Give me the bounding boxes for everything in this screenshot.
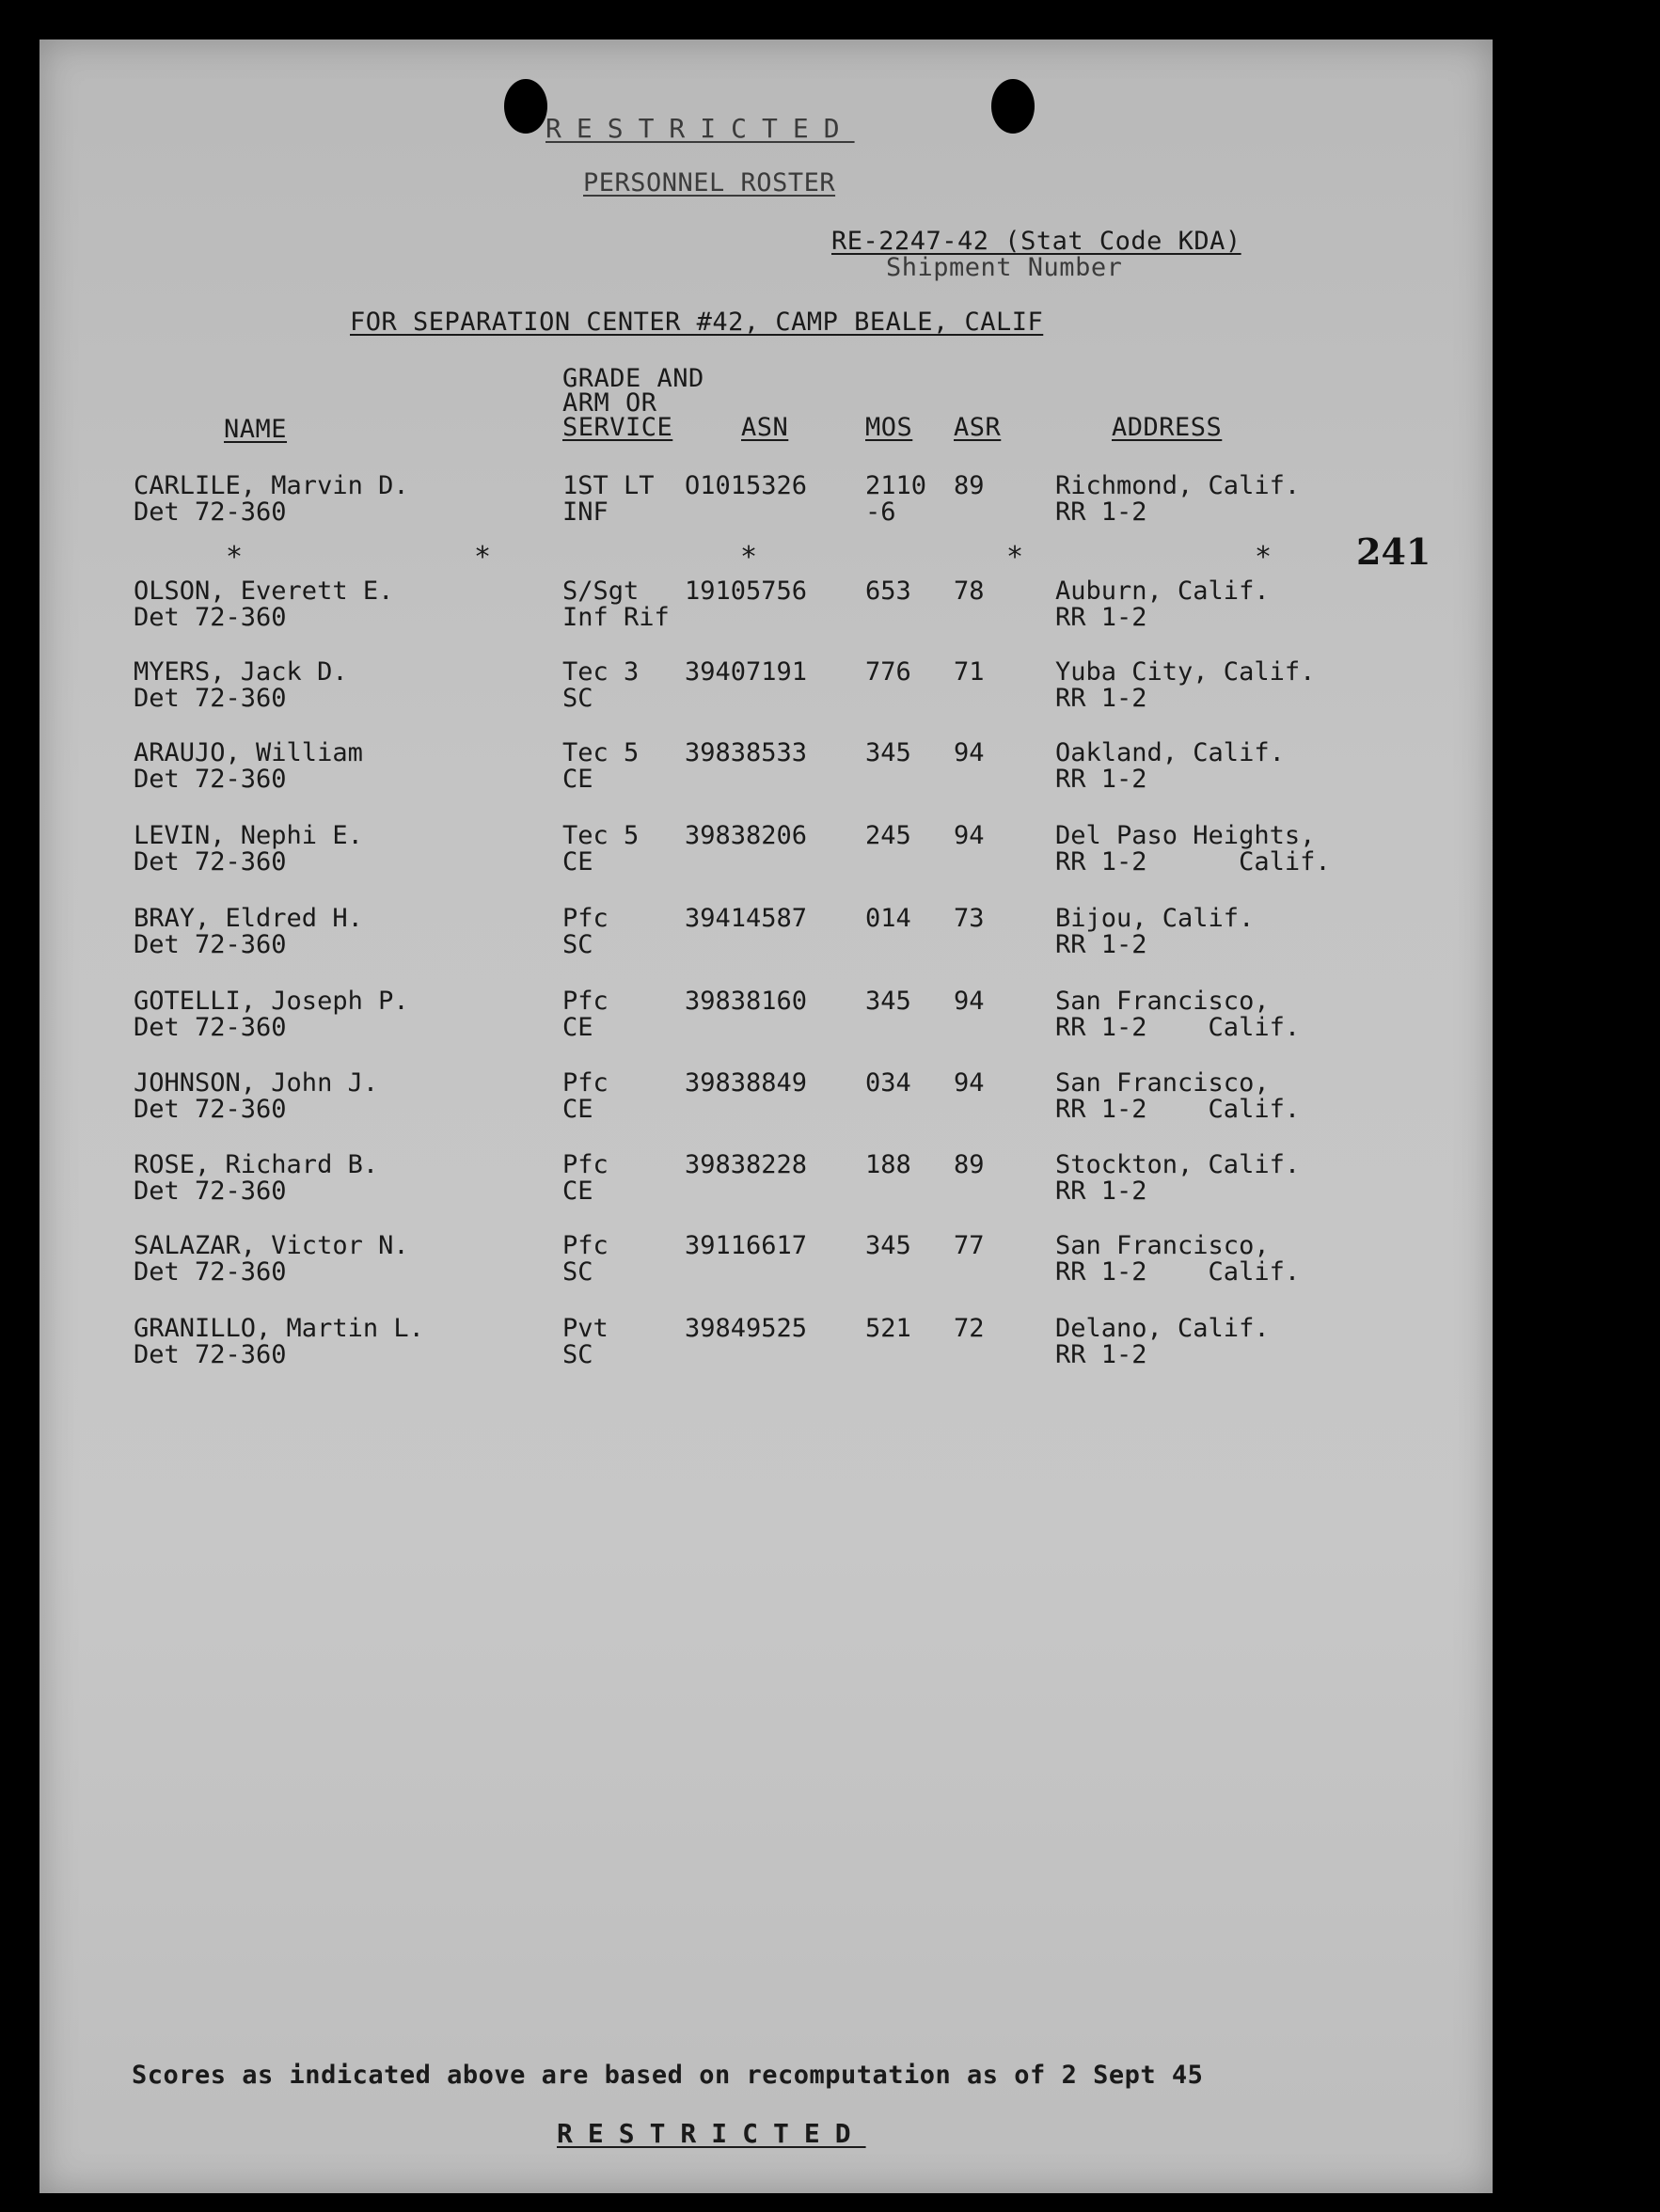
detachment: Det 72-360	[134, 498, 287, 527]
table-row	[40, 577, 1493, 634]
shipment-code: RE-2247-42 (Stat Code KDA)	[831, 227, 1241, 256]
detachment: Det 72-360	[134, 1257, 287, 1287]
separator-star: *	[226, 541, 244, 574]
grade: Tec 5	[562, 738, 640, 767]
shipment-label: Shipment Number	[886, 253, 1123, 282]
asn: 39838533	[685, 738, 808, 767]
mos: 188	[865, 1150, 911, 1179]
mos: 034	[865, 1068, 911, 1098]
person-name: LEVIN, Nephi E.	[134, 821, 363, 850]
asr-score: 94	[954, 1068, 985, 1098]
address-line2: RR 1-2 Calif.	[1055, 1013, 1301, 1042]
address-line2: RR 1-2	[1055, 684, 1147, 713]
arm-or-service: SC	[562, 684, 593, 713]
roster-title: PERSONNEL ROSTER	[583, 168, 836, 198]
page-number: 241	[1356, 530, 1431, 573]
table-row	[40, 1315, 1493, 1371]
arm-or-service: SC	[562, 1257, 593, 1287]
classification-bottom: RESTRICTED	[557, 2118, 866, 2149]
punch-hole-left	[504, 79, 547, 134]
address-line2: RR 1-2	[1055, 1340, 1147, 1369]
table-row	[40, 988, 1493, 1044]
detachment: Det 72-360	[134, 1340, 287, 1369]
arm-or-service: Inf Rif	[562, 603, 670, 632]
person-name: GOTELLI, Joseph P.	[134, 987, 409, 1016]
grade: Pfc	[562, 1150, 609, 1179]
grade: Pfc	[562, 1231, 609, 1260]
table-row	[40, 905, 1493, 961]
address-line1: San Francisco,	[1055, 1231, 1270, 1260]
asn: O1015326	[685, 471, 808, 500]
asr-score: 77	[954, 1231, 985, 1260]
address-line1: San Francisco,	[1055, 987, 1270, 1016]
grade: Tec 5	[562, 821, 640, 850]
address-line2: RR 1-2 Calif.	[1055, 1095, 1301, 1124]
column-address: ADDRESS	[1112, 413, 1223, 442]
table-row	[40, 822, 1493, 878]
grade: Pvt	[562, 1314, 609, 1343]
footer-note: Scores as indicated above are based on recomputation as of 2 Sept 45	[132, 2061, 1204, 2090]
table-row	[40, 1151, 1493, 1208]
address-line1: Richmond, Calif.	[1055, 471, 1301, 500]
separator-star: *	[1006, 541, 1024, 574]
address-line1: Yuba City, Calif.	[1055, 657, 1316, 687]
destination-heading: FOR SEPARATION CENTER #42, CAMP BEALE, CALIF	[350, 308, 1044, 337]
asr-score: 89	[954, 1150, 985, 1179]
person-name: JOHNSON, John J.	[134, 1068, 379, 1098]
person-name: OLSON, Everett E.	[134, 577, 394, 606]
column-asn: ASN	[741, 413, 789, 442]
detachment: Det 72-360	[134, 1177, 287, 1206]
address-line2: RR 1-2	[1055, 498, 1147, 527]
arm-or-service: SC	[562, 1340, 593, 1369]
address-line1: Stockton, Calif.	[1055, 1150, 1301, 1179]
asn: 39838160	[685, 987, 808, 1016]
asn: 39849525	[685, 1314, 808, 1343]
classification-top: RESTRICTED	[545, 113, 855, 144]
mos-suffix: -6	[865, 498, 896, 527]
asn: 39838849	[685, 1068, 808, 1098]
table-row	[40, 1069, 1493, 1126]
grade: S/Sgt	[562, 577, 640, 606]
table-row	[40, 472, 1493, 529]
detachment: Det 72-360	[134, 765, 287, 794]
arm-or-service: CE	[562, 765, 593, 794]
mos: 345	[865, 1231, 911, 1260]
arm-or-service: CE	[562, 847, 593, 877]
mos: 014	[865, 904, 911, 933]
asn: 39838206	[685, 821, 808, 850]
asr-score: 89	[954, 471, 985, 500]
address-line2: RR 1-2 Calif.	[1055, 1257, 1301, 1287]
roster-page	[40, 40, 1493, 2193]
column-mos: MOS	[865, 413, 913, 442]
address-line1: San Francisco,	[1055, 1068, 1270, 1098]
arm-or-service: INF	[562, 498, 609, 527]
column-name: NAME	[224, 415, 288, 444]
address-line1: Bijou, Calif.	[1055, 904, 1255, 933]
detachment: Det 72-360	[134, 1095, 287, 1124]
arm-or-service: SC	[562, 930, 593, 959]
asn: 19105756	[685, 577, 808, 606]
mos: 345	[865, 987, 911, 1016]
separator-star: *	[474, 541, 492, 574]
address-line2: RR 1-2	[1055, 930, 1147, 959]
asr-score: 71	[954, 657, 985, 687]
asr-score: 72	[954, 1314, 985, 1343]
address-line1: Oakland, Calif.	[1055, 738, 1285, 767]
asn: 39116617	[685, 1231, 808, 1260]
column-asr: ASR	[954, 413, 1002, 442]
person-name: GRANILLO, Martin L.	[134, 1314, 424, 1343]
arm-or-service: CE	[562, 1095, 593, 1124]
grade: Pfc	[562, 987, 609, 1016]
grade: 1ST LT	[562, 471, 655, 500]
address-line2: RR 1-2	[1055, 603, 1147, 632]
asn: 39838228	[685, 1150, 808, 1179]
grade: Pfc	[562, 904, 609, 933]
arm-or-service: CE	[562, 1177, 593, 1206]
address-line1: Auburn, Calif.	[1055, 577, 1270, 606]
asn: 39414587	[685, 904, 808, 933]
punch-hole-right	[991, 79, 1035, 134]
asr-score: 94	[954, 738, 985, 767]
mos: 521	[865, 1314, 911, 1343]
person-name: SALAZAR, Victor N.	[134, 1231, 409, 1260]
detachment: Det 72-360	[134, 603, 287, 632]
column-grade-line3: SERVICE	[562, 413, 673, 442]
table-row	[40, 658, 1493, 715]
separator-star: *	[740, 541, 758, 574]
grade: Pfc	[562, 1068, 609, 1098]
detachment: Det 72-360	[134, 847, 287, 877]
address-line2: RR 1-2 Calif.	[1055, 847, 1331, 877]
address-line2: RR 1-2	[1055, 1177, 1147, 1206]
table-row	[40, 739, 1493, 796]
mos: 245	[865, 821, 911, 850]
separator-star: *	[1255, 541, 1273, 574]
detachment: Det 72-360	[134, 930, 287, 959]
table-row	[40, 1232, 1493, 1288]
asr-score: 73	[954, 904, 985, 933]
column-grade-line2: ARM OR	[562, 388, 657, 418]
person-name: MYERS, Jack D.	[134, 657, 348, 687]
asr-score: 78	[954, 577, 985, 606]
person-name: ROSE, Richard B.	[134, 1150, 379, 1179]
address-line2: RR 1-2	[1055, 765, 1147, 794]
mos: 2110	[865, 471, 927, 500]
person-name: ARAUJO, William	[134, 738, 363, 767]
person-name: CARLILE, Marvin D.	[134, 471, 409, 500]
detachment: Det 72-360	[134, 1013, 287, 1042]
person-name: BRAY, Eldred H.	[134, 904, 363, 933]
mos: 776	[865, 657, 911, 687]
detachment: Det 72-360	[134, 684, 287, 713]
mos: 345	[865, 738, 911, 767]
arm-or-service: CE	[562, 1013, 593, 1042]
address-line1: Delano, Calif.	[1055, 1314, 1270, 1343]
asr-score: 94	[954, 987, 985, 1016]
grade: Tec 3	[562, 657, 640, 687]
asr-score: 94	[954, 821, 985, 850]
column-grade-line1: GRADE AND	[562, 364, 704, 393]
address-line1: Del Paso Heights,	[1055, 821, 1316, 850]
mos: 653	[865, 577, 911, 606]
asn: 39407191	[685, 657, 808, 687]
